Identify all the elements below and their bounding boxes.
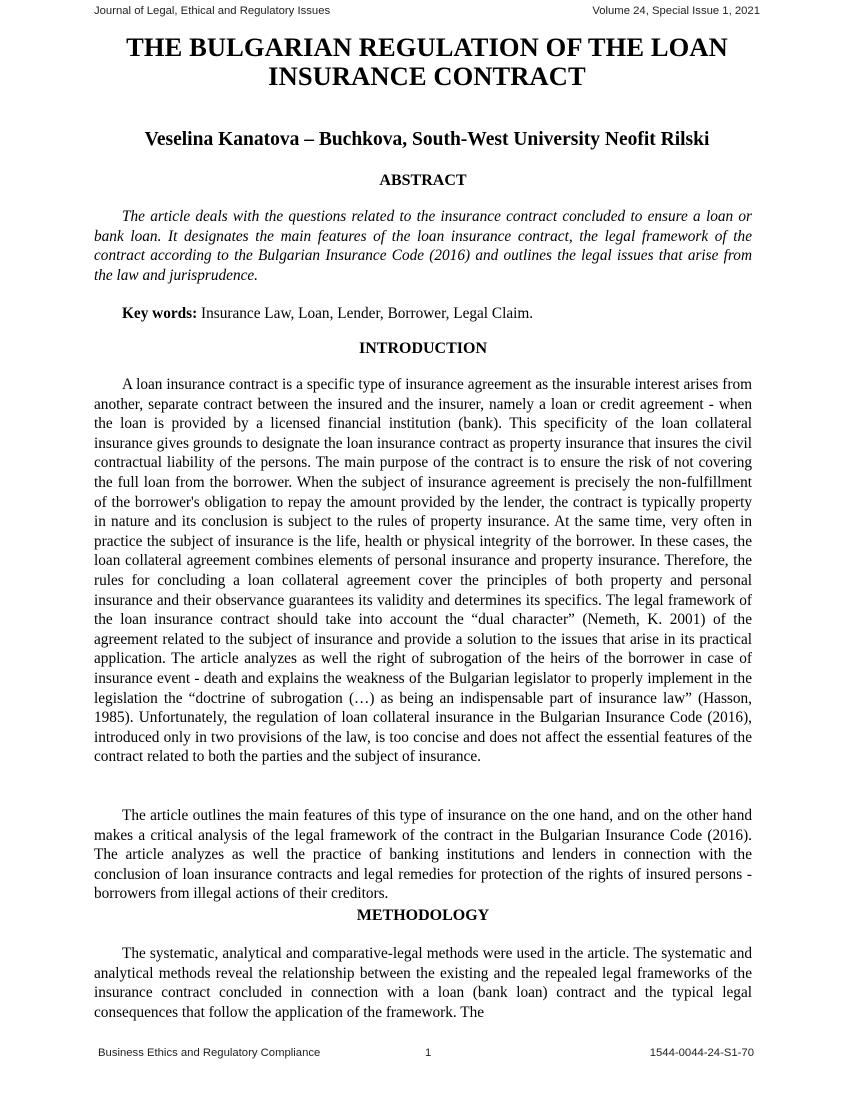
introduction-paragraph: A loan insurance contract is a specific type of insurance agreement as the insurable interest arises from another, separate contract between the insured and the insurer, namely a loan or credit agreement - when the loan is provided by a licensed financial institution (bank). This specificity of the loan collateral insurance gives grounds to designate the loan insurance contract as property insurance that insures the civil contractual liability of the persons. The main purpose of the contract is to ensure the risk of not covering the full loan from the borrower. When the subject of insurance agreement is precisely the non-fulfillment of the borrower's obligation to repay the amount provided by the lender, the contract is typically property in nature and its conclusion is subject to the rules of property insurance. At the same time, very often in practice the subject of insurance is the life, health or physical integrity of the borrower. In these cases, the loan collateral agreement combines elements of personal insurance and property insurance. Therefore, the rules for concluding a loan collateral agreement cover the principles of both property and personal insurance and their observance guarantees its validity and determines its specifics. The legal framework of the loan insurance contract should take into account the “dual character” (Nemeth, K. 2001) of the agreement related to the subject of insurance and provide a solution to the issues that arise in its practical application. The article analyzes as well the right of subrogation of the heirs of the borrower in case of insurance event - death and explains the weakness of the Bulgarian legislator to properly implement in the legislation the “doctrine of subrogation (…) as being an indispensable part of insurance law” (Hasson, 1985). Unfortunately, the regulation of loan collateral insurance in the Bulgarian Insurance Code (2016), introduced only in two provisions of the law, is too concise and does not affect the essential features of the contract related to both the parties and the subject of insurance. <box>94 376 752 766</box>
running-header <box>94 5 760 21</box>
abstract-heading: ABSTRACT <box>379 172 467 189</box>
volume-info: Volume 24, Special Issue 1, 2021 <box>592 5 760 17</box>
keywords-label: Key words: <box>122 305 198 322</box>
keywords-value: Insurance Law, Loan, Lender, Borrower, Legal Claim. <box>197 305 534 322</box>
page-number: 1 <box>425 1047 432 1059</box>
paper-title: THE BULGARIAN REGULATION OF THE LOAN INSURANCE CONTRACT <box>126 32 728 91</box>
author-affiliation: Veselina Kanatova – Buchkova, South-West University Neofit Rilski <box>144 129 710 150</box>
article-id: 1544-0044-24-S1-70 <box>649 1047 754 1059</box>
running-footer <box>94 1047 760 1063</box>
keywords <box>122 305 752 323</box>
journal-name: Journal of Legal, Ethical and Regulatory Issues <box>94 5 331 17</box>
introduction-heading: INTRODUCTION <box>358 340 487 357</box>
introduction-paragraph: The article outlines the main features of this type of insurance on the one hand, and on the other hand makes a critical analysis of the legal framework of the contract in the Bulgarian Insurance Code (2016). The article analyzes as well the practice of banking institutions and lenders in connection with the conclusion of loan insurance contracts and legal remedies for protection of the rights of insured persons - borrowers from illegal actions of their creditors. <box>94 807 752 903</box>
footer-journal-section: Business Ethics and Regulatory Compliance <box>98 1047 321 1059</box>
abstract-text: The article deals with the questions related to the insurance contract concluded to ensure a loan or bank loan. It designates the main features of the loan insurance contract, the legal framework of the contract according to the Bulgarian Insurance Code (2016) and outlines the legal issues that arise from the law and jurisprudence. <box>94 208 752 284</box>
methodology-heading: METHODOLOGY <box>356 907 490 924</box>
methodology-paragraph: The systematic, analytical and comparative-legal methods were used in the article. The systematic and analytical methods reveal the relationship between the existing and the repealed legal frameworks of the insurance contract concluded in connection with a loan (bank loan) contract and the typical legal consequences that follow the application of the framework. The <box>94 945 752 1021</box>
